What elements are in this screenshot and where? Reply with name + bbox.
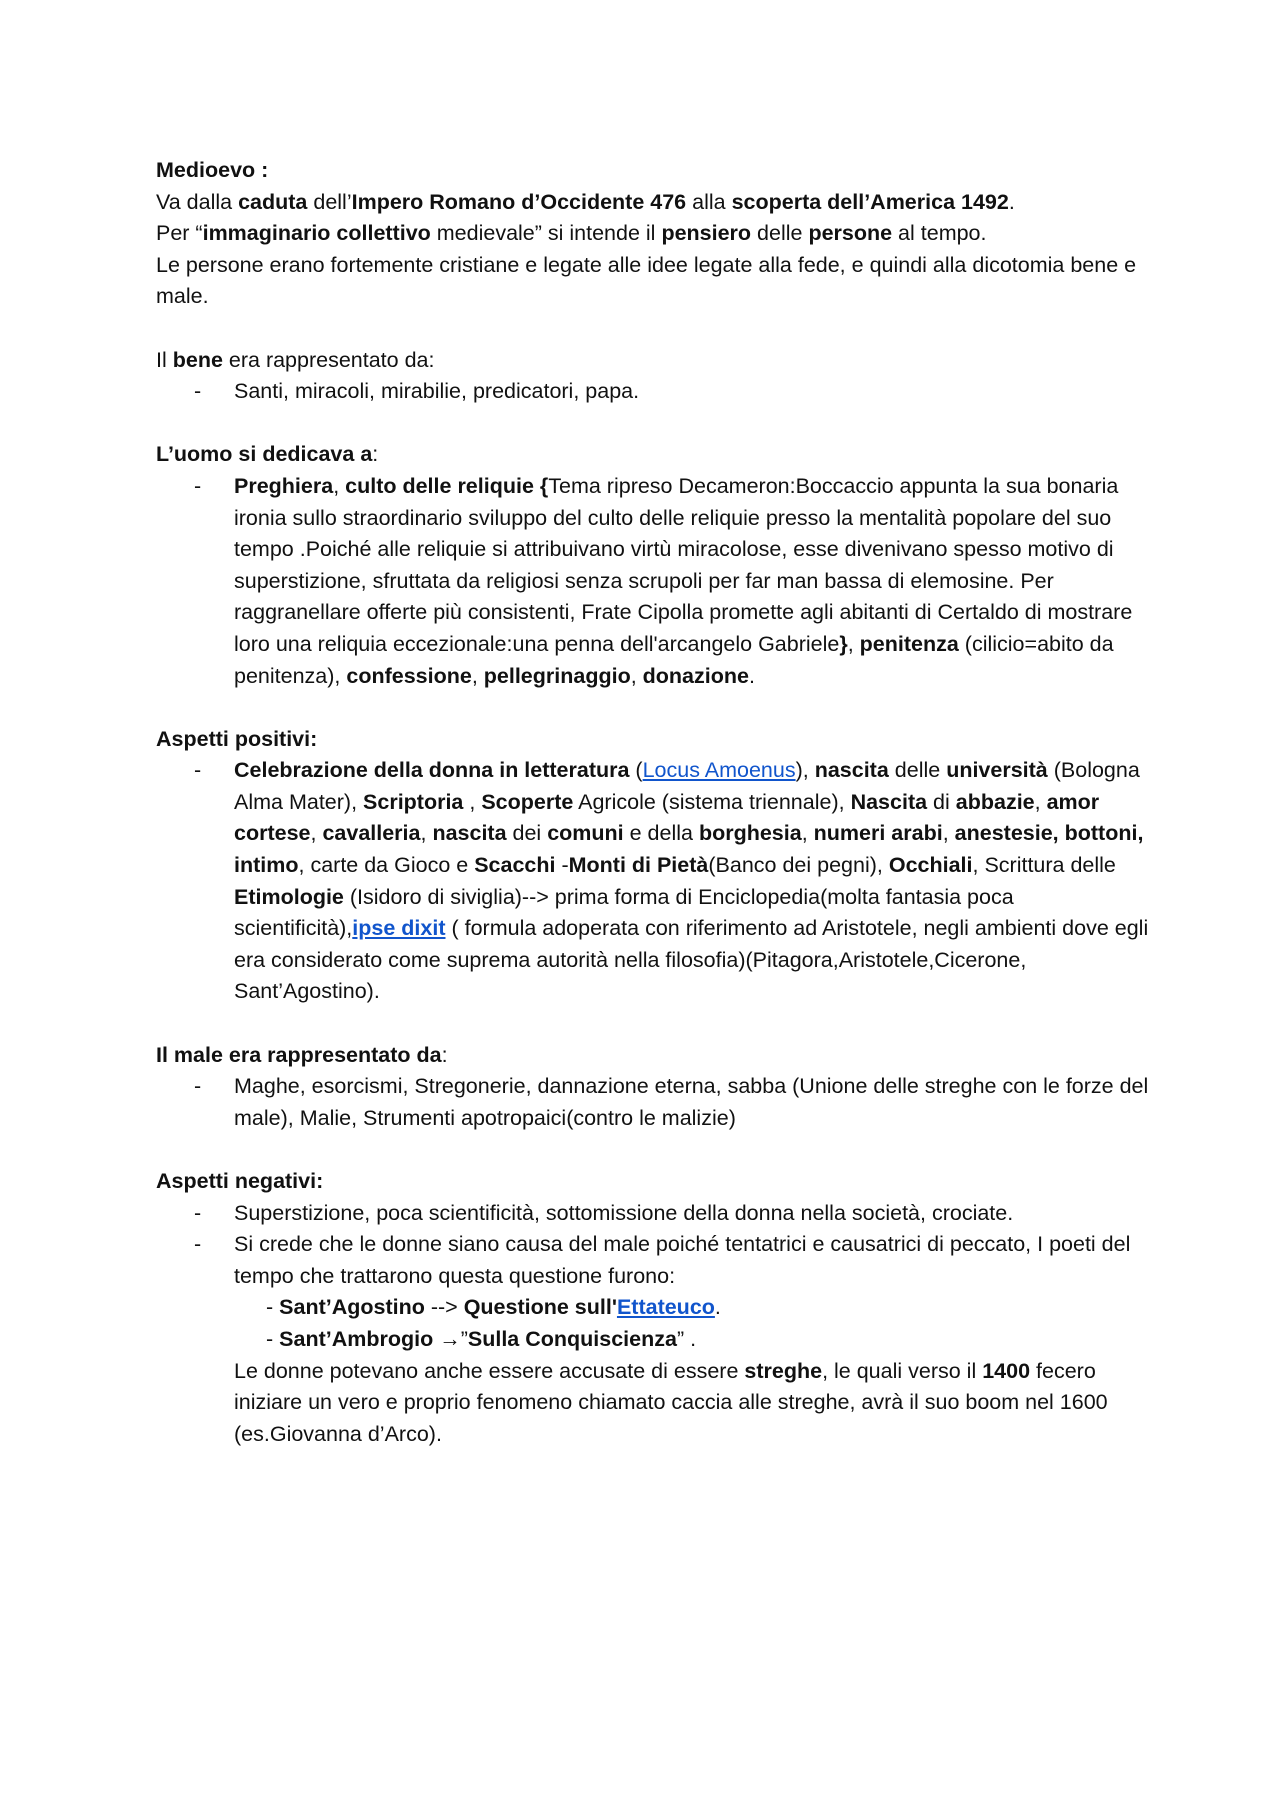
negativi-heading: Aspetti negativi: [156,1169,324,1193]
sub-item-ambrogio: - Sant’Ambrogio →”Sulla Conquiscienza” . [266,1326,697,1351]
bullet-dash: - [194,379,202,404]
list-item: - Santi, miracoli, mirabilie, predicatori, papa. [156,376,1160,408]
bullet-dash: - [194,1232,202,1257]
intro-line-2: Per “immaginario collettivo medievale” si intende il pensiero delle persone al tempo. [156,221,987,246]
bene-heading: Il bene era rappresentato da: [156,347,435,372]
bullet-dash: - [194,1200,202,1225]
bullet-dash: - [194,1074,202,1099]
bullet-dash: - [194,758,202,783]
uomo-heading: L’uomo si dedicava a: [156,442,379,467]
list-item: - Si crede che le donne siano causa del male poiché tentatrici e causatrici di peccato, I poeti del tempo che trattarono questa questione furono: [156,1229,1160,1292]
ipse-dixit-link[interactable]: ipse dixit [352,916,446,941]
list-item: - Preghiera, culto delle reliquie {Tema ripreso Decameron:Boccaccio appunta la sua bonaria ironia sullo straordinario sviluppo del culto delle reliquie presso la mentalità popolare del suo tempo .Poiché alle reliquie si attribuivano virtù miracolose, esse divenivano spesso motivo di superstizione, sfruttata da religiosi senza scrupoli per far man bassa di elemosine. Per raggranellare offerte più consistenti, Frate Cipolla promette agli abitanti di Certaldo di mostrare loro una reliquia eccezionale:una penna dell'arcangelo Gabriele}, penitenza (cilicio=abito da penitenza), confessione, pellegrinaggio, donazione. [156,471,1160,692]
list-item: - Celebrazione della donna in letteratura (Locus Amoenus), nascita delle università (Bologna Alma Mater), Scriptoria , Scoperte Agricole (sistema triennale), Nascita di abbazie, amor cortese, cavalleria, nascita dei comuni e della borghesia, numeri arabi, anestesie, bottoni, intimo, carte da Gioco e Scacchi -Monti di Pietà(Banco dei pegni), Occhiali, Scrittura delle Etimologie (Isidoro di siviglia)--> prima forma di Enciclopedia(molta fantasia poca scientificità),ipse dixit ( formula adoperata con riferimento ad Aristotele, negli ambienti dove egli era considerato come suprema autorità nella filosofia)(Pitagora,Aristotele,Cicerone, Sant’Agostino). [156,755,1160,1008]
bullet-dash: - [194,473,202,498]
list-item: - Superstizione, poca scientificità, sottomissione della donna nella società, crociate. [156,1198,1160,1230]
male-heading: Il male era rappresentato da: [156,1042,448,1067]
intro-line-1: Va dalla caduta dell’Impero Romano d’Occidente 476 alla scoperta dell’America 1492. [156,189,1015,214]
streghe-paragraph: Le donne potevano anche essere accusate di essere streghe, le quali verso il 1400 fecero iniziare un vero e proprio fenomeno chiamato caccia alle streghe, avrà il suo boom nel 1600 (es.Giovanna d’Arco). [234,1358,1108,1446]
title-medioevo: Medioevo : [156,158,269,182]
intro-line-3: Le persone erano fortemente cristiane e legate alle idee legate alla fede, e quindi alla dicotomia bene e male. [156,252,1137,309]
list-item: - Maghe, esorcismi, Stregonerie, dannazione eterna, sabba (Unione delle streghe con le forze del male), Malie, Strumenti apotropaici(contro le malizie) [156,1071,1160,1134]
locus-amoenus-link[interactable]: Locus Amoenus [642,758,796,783]
positivi-heading: Aspetti positivi: [156,726,318,751]
sub-item-agostino: - Sant’Agostino --> Questione sull'Ettateuco. [266,1295,721,1320]
ettateuco-link[interactable]: Ettateuco [616,1295,715,1320]
